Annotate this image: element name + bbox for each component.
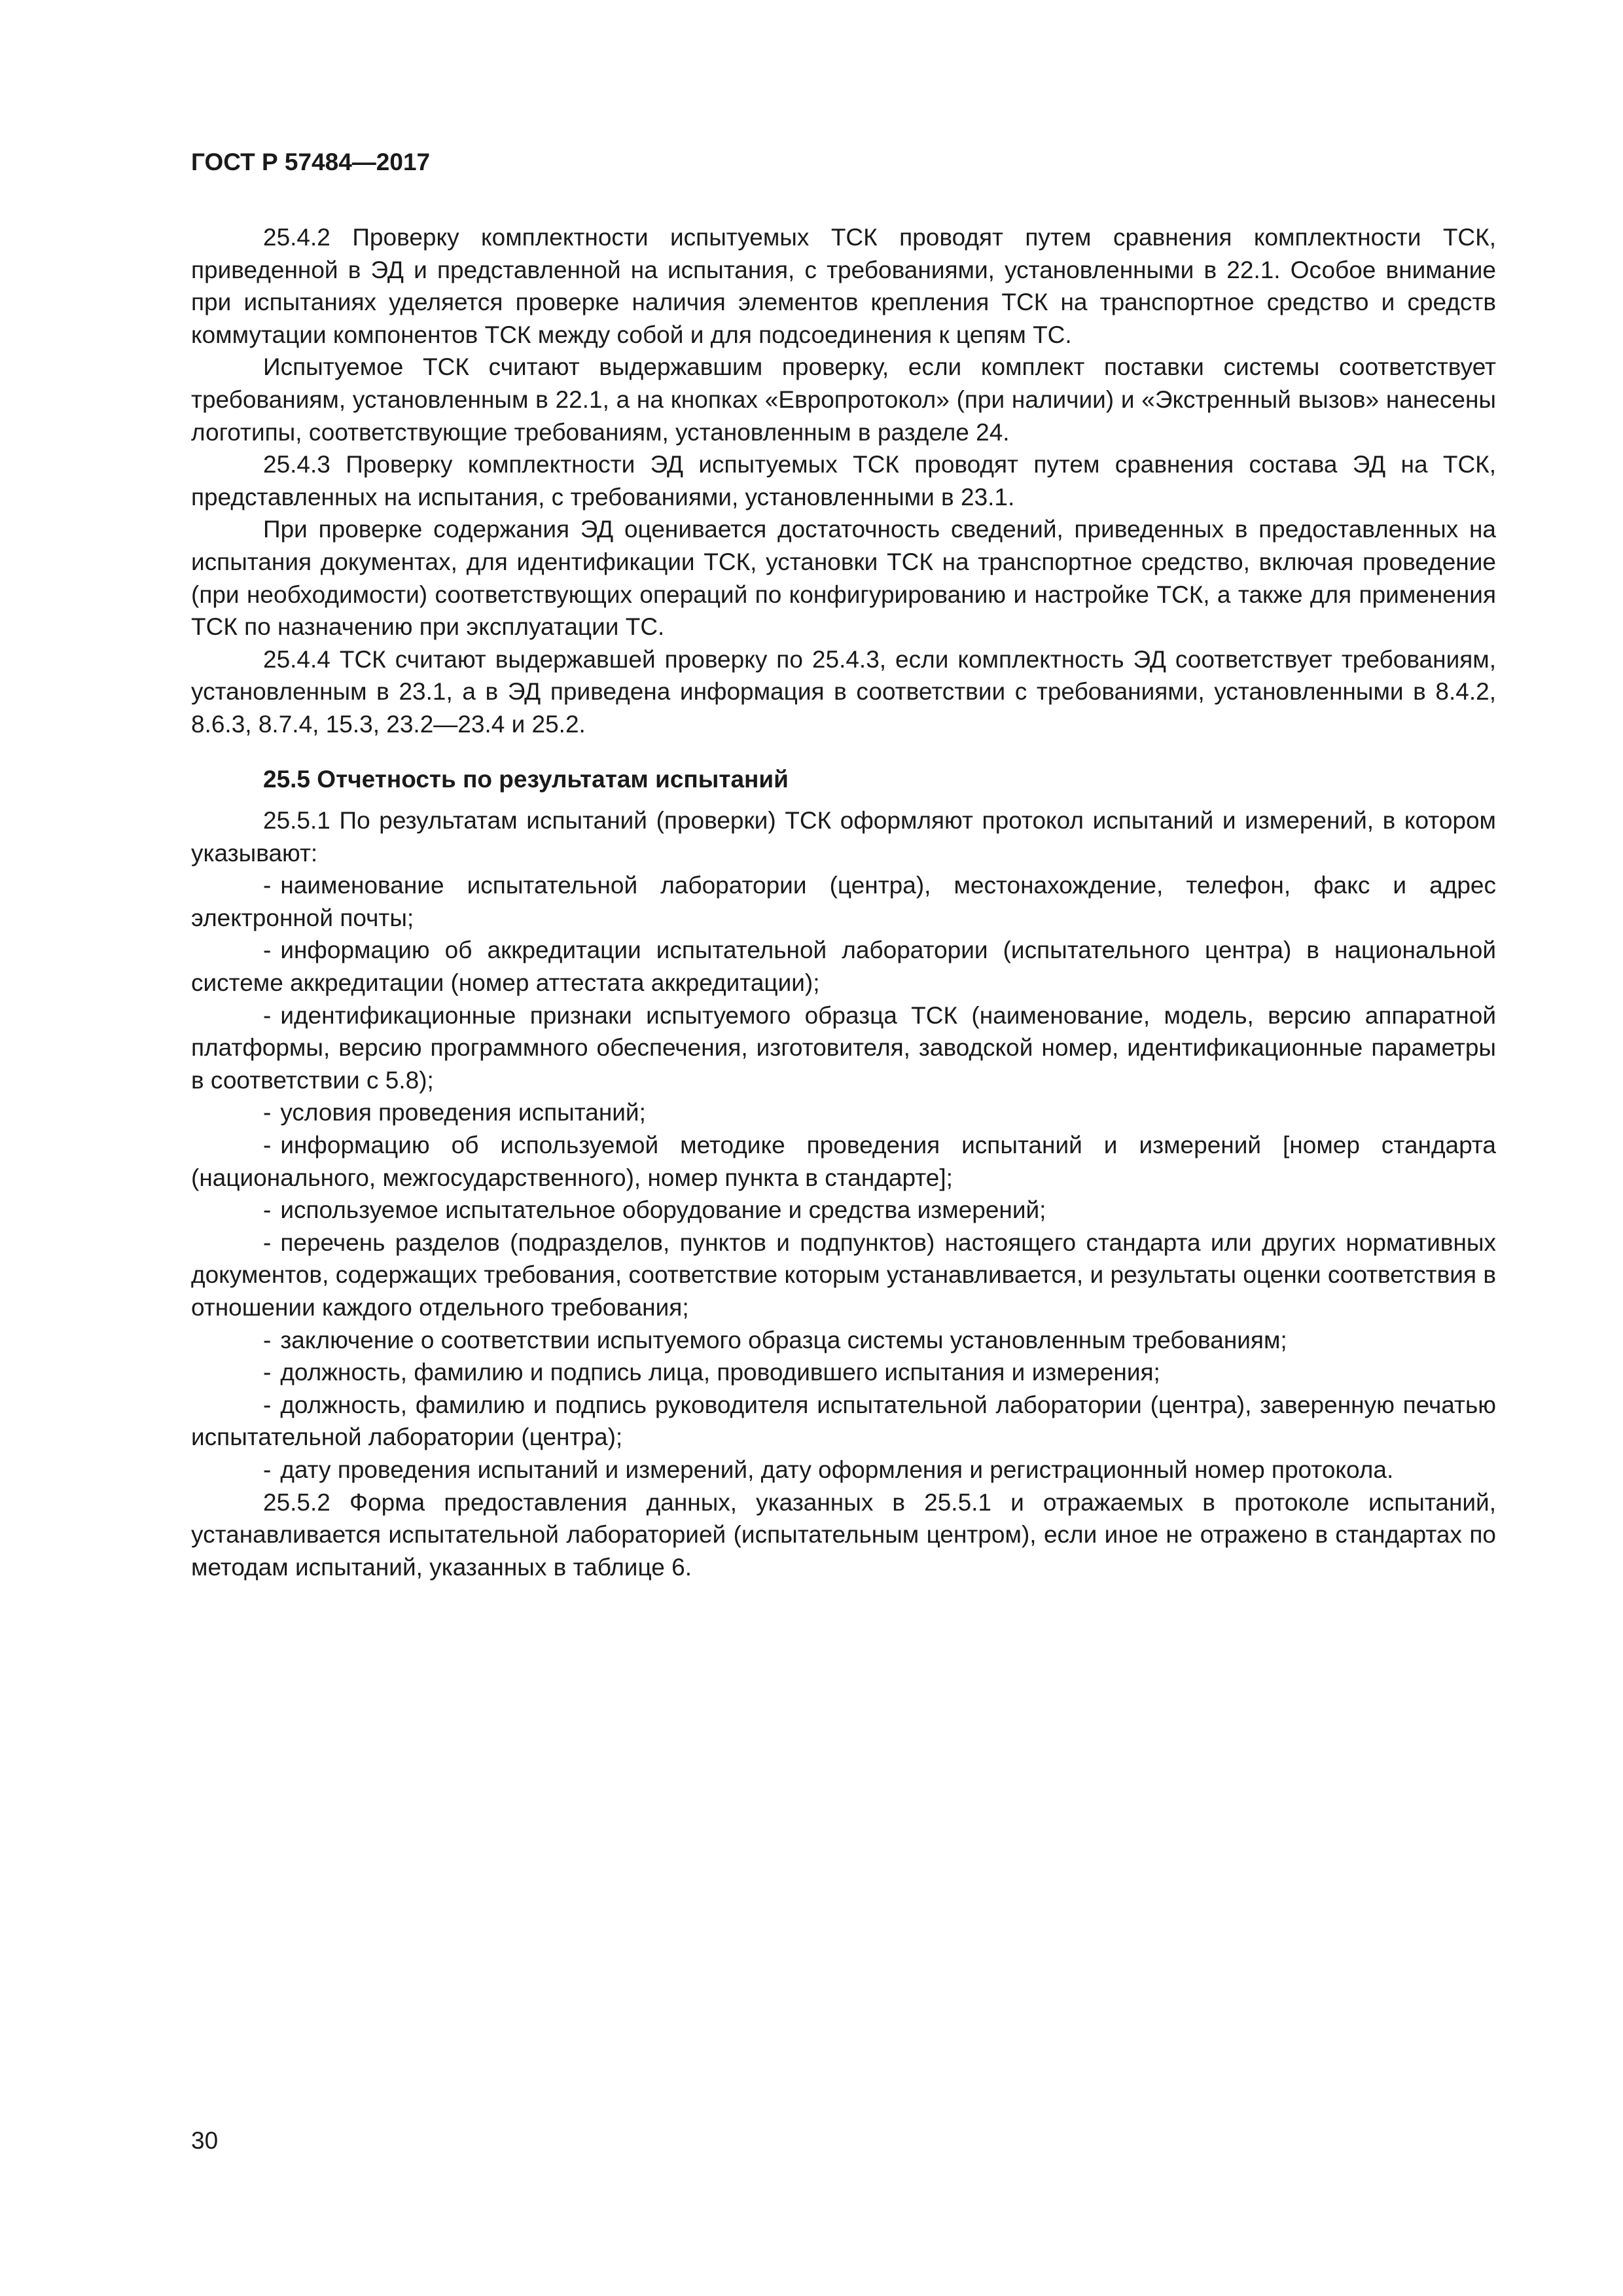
paragraph-25-4-3: 25.4.3 Проверку комплектности ЭД испытуемых ТСК проводят путем сравнения состава ЭД на ТСК, представленных на испытания, с требованиями, установленными в 23.1. (191, 451, 1496, 511)
dash-marker: - (263, 1001, 272, 1029)
paragraph-25-4-2-result: Испытуемое ТСК считают выдержавшим проверку, если комплект поставки системы соответствует требованиям, установленным в 22.1, а на кнопках «Европротокол» (при наличии) и «Экстренный вызов» нанесены логотипы, соответствующие требованиям, установленным в разделе 24. (191, 353, 1496, 446)
protocol-requirements-list (191, 869, 1496, 1486)
list-item-text: условия проведения испытаний; (280, 1099, 646, 1126)
list-item (191, 999, 1496, 1097)
dash-marker: - (263, 937, 272, 964)
dash-marker: - (263, 1196, 272, 1224)
list-item-text: наименование испытательной лаборатории (центра), местонахождение, телефон, факс и адрес электронной почты; (191, 872, 1496, 931)
list-item (191, 1324, 1496, 1357)
list-item-text: заключение о соответствии испытуемого образца системы установленным требованиям; (280, 1326, 1287, 1354)
list-item-text: используемое испытательное оборудование и средства измерений; (280, 1196, 1046, 1224)
paragraph-25-4-3-content: При проверке содержания ЭД оценивается достаточность сведений, приведенных в предоставленных на испытания документах, для идентификации ТСК, установки ТСК на транспортное средство, включая проведение (при необходимости) соответствующих операций по конфигурированию и настройке ТСК, а также для применения ТСК по назначению при эксплуатации ТС. (191, 516, 1496, 641)
dash-marker: - (263, 1099, 272, 1126)
dash-marker: - (263, 1391, 272, 1418)
page-number: 30 (191, 2127, 219, 2154)
list-item (191, 869, 1496, 934)
list-item (191, 1454, 1496, 1486)
list-item (191, 1129, 1496, 1194)
list-item (191, 1194, 1496, 1227)
list-item-text: информацию об используемой методике проведения испытаний и измерений [номер стандарта (национального, межгосударственного), номер пункта в стандарте]; (191, 1132, 1496, 1191)
list-item (191, 1356, 1496, 1389)
list-item-text: информацию об аккредитации испытательной лаборатории (испытательного центра) в национальной системе аккредитации (номер аттестата аккредитации); (191, 937, 1496, 997)
document-body (191, 221, 1496, 1583)
dash-marker: - (263, 1456, 272, 1483)
list-item-text: должность, фамилию и подпись лица, проводившего испытания и измерения; (280, 1359, 1160, 1386)
list-item-text: должность, фамилию и подпись руководителя испытательной лаборатории (центра), заверенную печатью испытательной лаборатории (центра); (191, 1391, 1496, 1451)
paragraph-25-4-2: 25.4.2 Проверку комплектности испытуемых ТСК проводят путем сравнения комплектности ТСК, приведенной в ЭД и представленной на испытания, с требованиями, установленными в 22.1. Особое внимание при испытаниях уделяется проверке наличия элементов крепления ТСК на транспортное средство и средств коммутации компонентов ТСК между собой и для подсоединения к цепям ТС. (191, 224, 1496, 348)
paragraph-25-5-1: 25.5.1 По результатам испытаний (проверки) ТСК оформляют протокол испытаний и измерений, в котором указывают: (191, 807, 1496, 867)
document-code-header: ГОСТ Р 57484—2017 (191, 149, 431, 175)
paragraph-25-4-4: 25.4.4 ТСК считают выдержавшей проверку по 25.4.3, если комплектность ЭД соответствует требованиям, установленным в 23.1, а в ЭД приведена информация в соответствии с требованиями, установленными в 8.4.2, 8.6.3, 8.7.4, 15.3, 23.2—23.4 и 25.2. (191, 645, 1496, 738)
list-item (191, 1096, 1496, 1129)
list-item-text: дату проведения испытаний и измерений, дату оформления и регистрационный номер протокола. (280, 1456, 1394, 1483)
list-item (191, 934, 1496, 999)
list-item-text: перечень разделов (подразделов, пунктов и подпунктов) настоящего стандарта или других нормативных документов, содержащих требования, соответствие которым устанавливается, и результаты оценки соответствия в отношении каждого отдельного требования; (191, 1229, 1496, 1321)
dash-marker: - (263, 1326, 272, 1354)
list-item-text: идентификационные признаки испытуемого образца ТСК (наименование, модель, версию аппаратной платформы, версию программного обеспечения, изготовителя, заводской номер, идентификационные параметры в соответствии с 5.8); (191, 1001, 1496, 1094)
dash-marker: - (263, 1132, 272, 1159)
list-item (191, 1389, 1496, 1454)
list-item (191, 1227, 1496, 1324)
dash-marker: - (263, 1359, 272, 1386)
section-heading-25-5: 25.5 Отчетность по результатам испытаний (263, 765, 789, 793)
dash-marker: - (263, 872, 272, 899)
dash-marker: - (263, 1229, 272, 1256)
paragraph-25-5-2: 25.5.2 Форма предоставления данных, указанных в 25.5.1 и отражаемых в протоколе испытаний, устанавливается испытательной лабораторией (испытательным центром), если иное не отражено в стандартах по методам испытаний, указанных в таблице 6. (191, 1488, 1496, 1581)
